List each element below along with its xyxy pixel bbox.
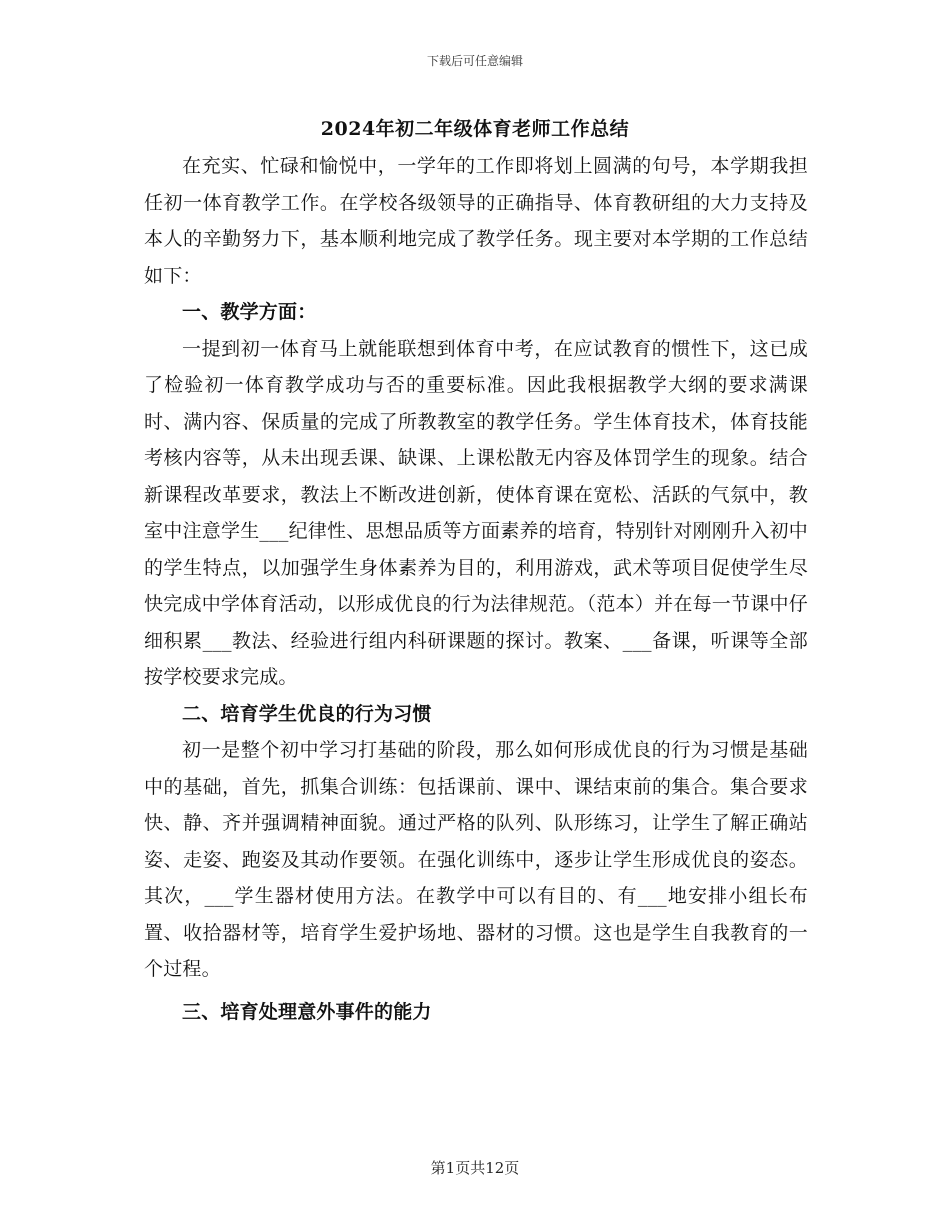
section-heading-1: 一、教学方面： <box>182 301 317 323</box>
header-note: 下载后可任意编辑 <box>426 54 523 68</box>
section-paragraph-1: 一提到初一体育马上就能联想到体育中考，在应试教育的惯性下，这已成了检验初一体育教学成功与否的重要标准。因此我根据教学大纲的要求满课时、满内容、保质量的完成了所教教室的教学任务。学生体育技术，体育技能考核内容等，从未出现丢课、缺课、上课松散无内容及体罚学生的现象。结合新课程改革要求，教法上不断改进创新，使体育课在宽松、活跃的气氛中，教室中注意学生___纪律性、思想品质等方面素养的培育，特别针对刚刚升入初中的学生特点，以加强学生身体素养为目的，利用游戏，武术等项目促使学生尽快完成中学体育活动，以形成优良的行为法律规范。（范本）并在每一节课中仔细积累___教法、经验进行组内科研课题的探讨。教案、___备课，听课等全部按学校要求完成。 <box>144 337 808 688</box>
document-body <box>144 148 808 1030</box>
document-title: 2024年初二年级体育老师工作总结 <box>320 118 630 140</box>
section-heading-2: 二、培育学生优良的行为习惯 <box>182 702 432 725</box>
section-heading-3: 三、培育处理意外事件的能力 <box>182 1000 432 1023</box>
page-number: 第1页共12页 <box>430 1159 520 1177</box>
intro-paragraph: 在充实、忙碌和愉悦中，一学年的工作即将划上圆满的句号，本学期我担任初一体育教学工作。在学校各级领导的正确指导、体育教研组的大力支持及本人的辛勤努力下，基本顺利地完成了教学任务。现主要对本学期的工作总结如下： <box>144 155 808 287</box>
section-paragraph-2: 初一是整个初中学习打基础的阶段，那么如何形成优良的行为习惯是基础中的基础，首先，抓集合训练：包括课前、课中、课结束前的集合。集合要求快、静、齐并强调精神面貌。通过严格的队列、队形练习，让学生了解正确站姿、走姿、跑姿及其动作要领。在强化训练中，逐步让学生形成优良的姿态。其次，___学生器材使用方法。在教学中可以有目的、有___地安排小组长布置、收拾器材等，培育学生爱护场地、器材的习惯。这也是学生自我教育的一个过程。 <box>144 739 808 980</box>
